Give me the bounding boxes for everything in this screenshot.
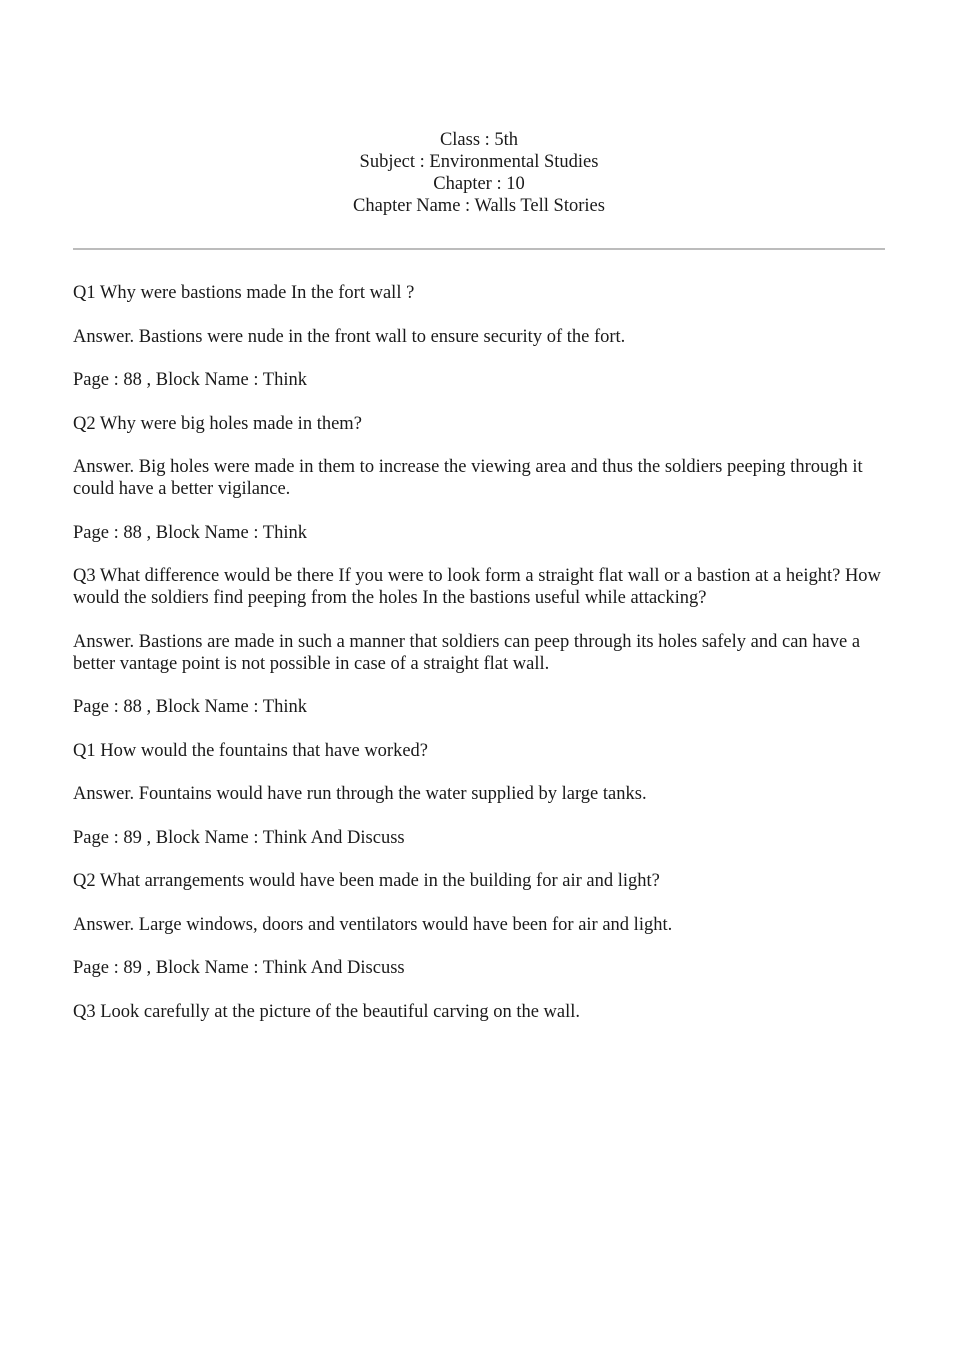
question-q2-holes: Q2 Why were big holes made in them? — [73, 413, 362, 434]
answer-q2-air-light: Answer. Large windows, doors and ventilators would have been for air and light. — [73, 914, 673, 935]
answer-q2-holes: Answer. Big holes were made in them to increase the viewing area and thus the soldiers peeping through it could have a better vigilance. — [73, 457, 863, 499]
question-q3-carving: Q3 Look carefully at the picture of the beautiful carving on the wall. — [73, 1001, 581, 1022]
answer-q3-flat-wall: Answer. Bastions are made in such a manner that soldiers can peep through its holes safely and can have a better vantage point is not possible in case of a straight flat wall. — [73, 631, 861, 674]
page-reference: Page : 89 , Block Name : Think And Discuss — [73, 958, 405, 978]
answer-q1-bastions: Answer. Bastions were nude in the front wall to ensure security of the fort. — [73, 326, 626, 347]
page-reference: Page : 88 , Block Name : Think — [73, 370, 307, 390]
question-q1-fountains: Q1 How would the fountains that have worked? — [73, 740, 429, 761]
page-reference: Page : 89 , Block Name : Think And Discuss — [73, 827, 405, 848]
document-body — [73, 282, 888, 1044]
page-reference: Page : 88 , Block Name : Think — [73, 697, 307, 717]
question-q2-air-light: Q2 What arrangements would have been made in the building for air and light? — [73, 871, 660, 891]
page-reference: Page : 88 , Block Name : Think — [73, 522, 307, 543]
subject-line: Subject : Environmental Studies — [359, 152, 599, 172]
document-header — [0, 129, 958, 217]
chapter-line: Chapter : 10 — [433, 174, 525, 194]
chapter-name-line: Chapter Name : Walls Tell Stories — [353, 196, 605, 216]
question-q1-bastions: Q1 Why were bastions made In the fort wall ? — [73, 283, 415, 303]
header-divider — [73, 248, 885, 250]
answer-q1-fountains: Answer. Fountains would have run through the water supplied by large tanks. — [73, 784, 647, 804]
class-line: Class : 5th — [439, 130, 519, 150]
question-q3-flat-wall: Q3 What difference would be there If you were to look form a straight flat wall or a bastion at a height? How would the soldiers find peeping from the holes In the bastions useful while attacking? — [73, 566, 881, 608]
